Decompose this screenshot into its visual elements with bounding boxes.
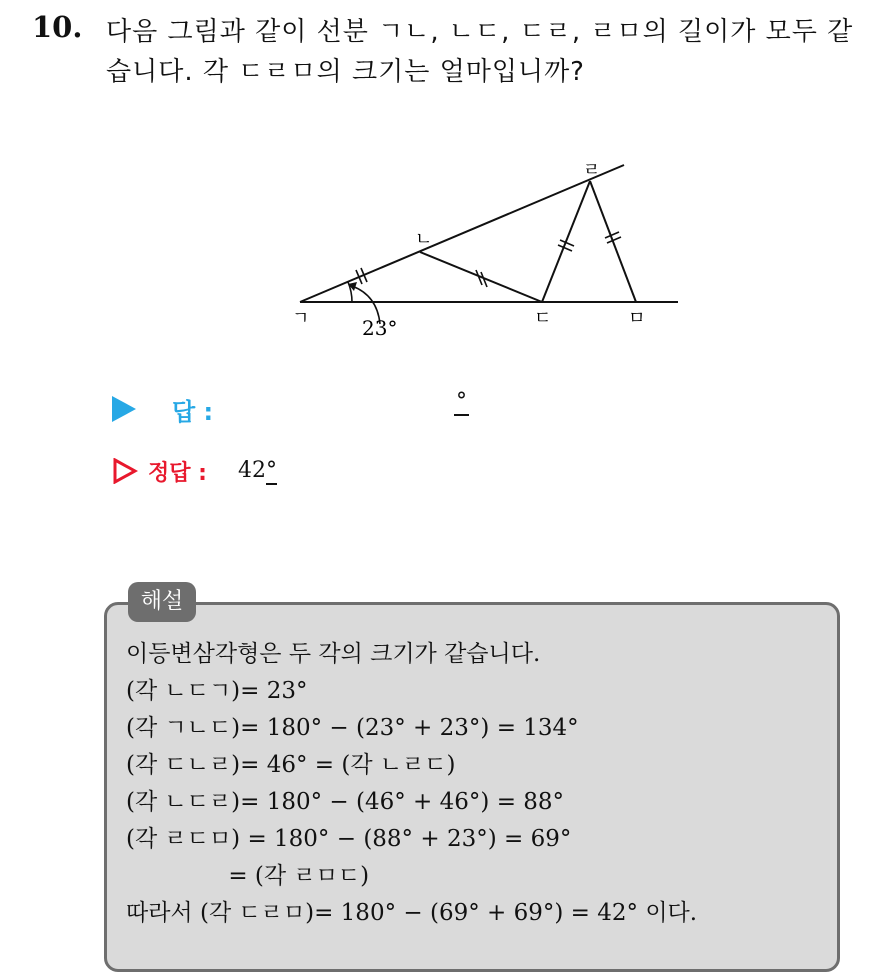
correct-value [238, 458, 277, 483]
segment-cd [542, 181, 590, 302]
correct-row [112, 452, 612, 492]
question-text: 다음 그림과 같이 선분 ㄱㄴ, ㄴㄷ, ㄷㄹ, ㄹㅁ의 길이가 모두 같습니다. 각 ㄷㄹㅁ의 크기는 얼마입니까? [106, 17, 854, 87]
label-a: ㄱ [292, 308, 310, 329]
solution-line: = (각 ㄹㅁㄷ) [126, 863, 370, 889]
solution-line: 이등변삼각형은 두 각의 크기가 같습니다. [126, 641, 541, 667]
solution-line: (각 ㄴㄷㄱ)= 23° [126, 678, 308, 704]
solution-line: 따라서 (각 ㄷㄹㅁ)= 180° − (69° + 69°) = 42° 이다. [126, 900, 698, 926]
geometry-figure [280, 150, 700, 350]
solution-line: (각 ㄴㄷㄹ)= 180° − (46° + 46°) = 88° [126, 789, 565, 815]
outline-arrow-icon [112, 458, 138, 484]
label-c: ㄷ [534, 308, 552, 329]
label-d: ㄹ [583, 160, 601, 181]
question-number: 10. [32, 10, 83, 44]
correct-unit: ° [266, 458, 277, 483]
correct-number: 42 [238, 458, 266, 483]
tick-marks [356, 232, 621, 287]
segment-bc [420, 252, 542, 302]
solution-line: (각 ㄱㄴㄷ)= 180° − (23° + 23°) = 134° [126, 715, 579, 741]
upper-ray [300, 165, 624, 302]
play-arrow-icon [112, 396, 136, 422]
segment-de [590, 181, 636, 302]
answer-row [112, 390, 612, 430]
solution-lines [126, 636, 826, 932]
solution-line: (각 ㄹㄷㅁ) = 180° − (88° + 23°) = 69° [126, 826, 572, 852]
angle-label: 23° [362, 316, 398, 340]
label-e: ㅁ [628, 308, 646, 329]
solution-line: (각 ㄷㄴㄹ)= 46° = (각 ㄴㄹㄷ) [126, 752, 456, 778]
solution-tab: 해설 [128, 582, 196, 622]
correct-label: 정답 : [148, 461, 207, 486]
label-b: ㄴ [415, 229, 433, 250]
answer-blank[interactable]: ° [456, 389, 467, 414]
answer-label: 답 : [172, 398, 214, 426]
